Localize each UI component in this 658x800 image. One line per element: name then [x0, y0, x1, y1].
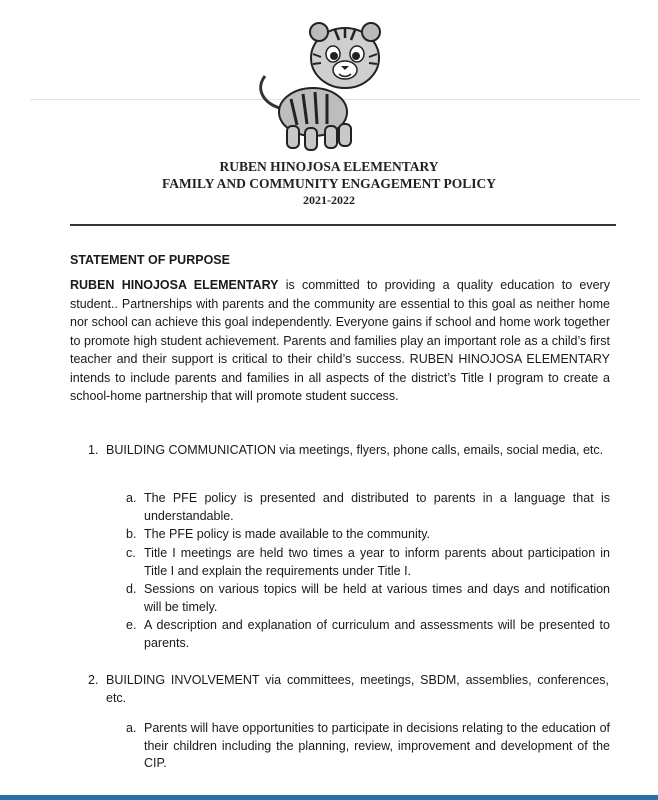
- sub-item-letter: a.: [126, 721, 137, 735]
- policy-title: FAMILY AND COMMUNITY ENGAGEMENT POLICY: [161, 176, 496, 191]
- purpose-text: is committed to providing a quality education to every student.. Partnerships with parents and the community are essential to this goal as neither home nor school can achieve this goal independently. Everyone gains if school and home work together to promote high student achievement. Parents and families play an important role as a child’s first teacher and their support is critical to their child’s success. RUBEN HINOJOSA ELEMENTARY intends to include parents and families in all aspects of the district’s Title I program to create a school-home partnership that will promote student success.: [70, 278, 610, 403]
- list-item-heading: BUILDING INVOLVEMENT via committees, meetings, SBDM, assemblies, conferences, etc.: [106, 673, 609, 705]
- tiger-mascot-icon: [243, 14, 393, 164]
- header-divider: [70, 224, 616, 226]
- sub-item-letter: c.: [126, 546, 136, 560]
- school-year: 2021-2022: [303, 193, 355, 207]
- sub-item-letter: d.: [126, 582, 137, 596]
- list-item-heading: BUILDING COMMUNICATION via meetings, flyers, phone calls, emails, social media, etc.: [106, 443, 604, 457]
- sub-item-letter: a.: [126, 491, 137, 505]
- sub-item: Title I meetings are held two times a year to inform parents about participation in Title I and explain the requirements under Title I.: [144, 546, 610, 578]
- sub-item: Sessions on various topics will be held at various times and days and notification will be timely.: [144, 582, 610, 614]
- sub-item: The PFE policy is presented and distributed to parents in a language that is understandable.: [144, 491, 610, 523]
- school-name: RUBEN HINOJOSA ELEMENTARY: [219, 159, 439, 174]
- sub-item-letter: b.: [126, 527, 137, 541]
- purpose-paragraph: [70, 276, 610, 406]
- section-title: STATEMENT OF PURPOSE: [70, 253, 230, 267]
- sub-item: Parents will have opportunities to participate in decisions relating to the education of their children including the planning, review, improvement and development of the CIP.: [144, 721, 610, 770]
- sub-item-letter: e.: [126, 618, 137, 632]
- list-number: 2.: [88, 673, 99, 687]
- school-name-bold: RUBEN HINOJOSA ELEMENTARY: [70, 278, 279, 292]
- sub-item: The PFE policy is made available to the community.: [144, 527, 431, 541]
- bottom-edge-bar: [0, 795, 658, 800]
- sub-item: A description and explanation of curriculum and assessments will be presented to parents.: [144, 618, 610, 650]
- list-number: 1.: [88, 443, 99, 457]
